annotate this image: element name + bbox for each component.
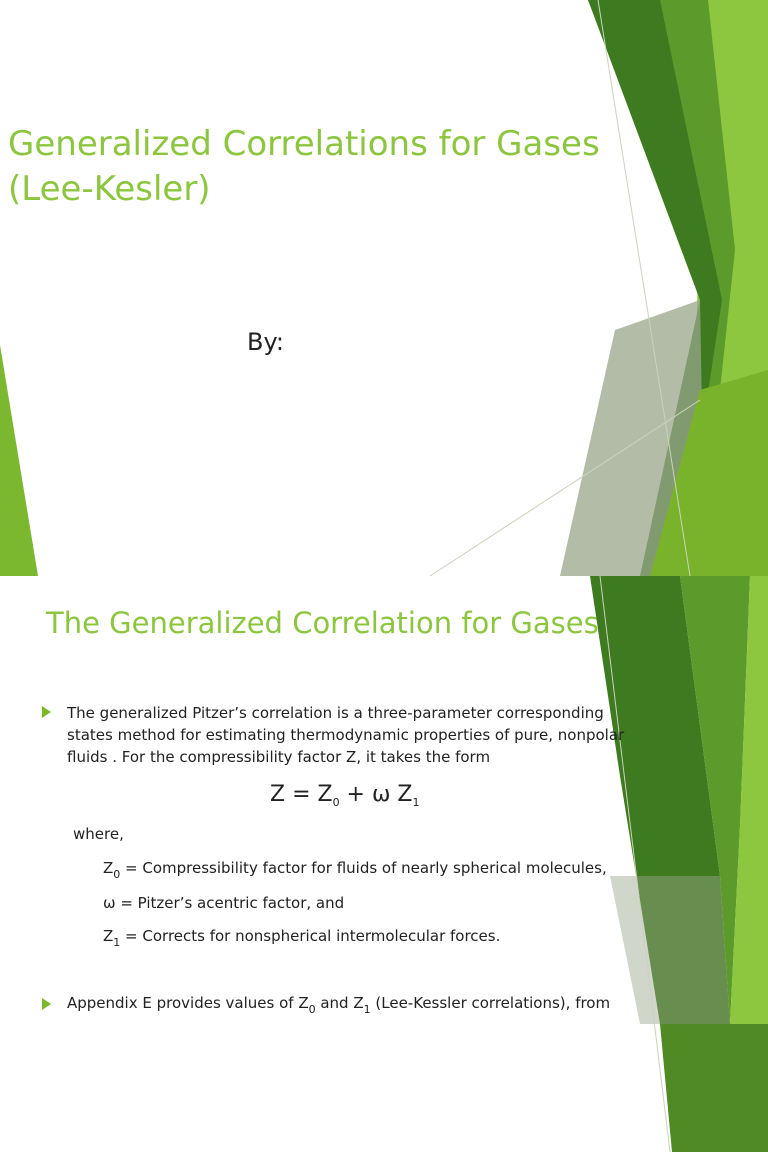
- left-green-sliver: [0, 345, 38, 576]
- bullet-2-part-2: and Z: [315, 994, 364, 1012]
- slide-title-line-2: (Lee-Kesler): [8, 169, 211, 209]
- author-label: By:: [247, 328, 285, 356]
- where-label: where,: [73, 825, 124, 843]
- gray-translucent-strip: [610, 876, 730, 1024]
- z1-text: = Corrects for nonspherical intermolecular forces.: [120, 927, 501, 945]
- bullet-1-line-3: fluids . For the compressibility factor Z, it takes the form: [67, 748, 491, 766]
- slide-title: The Generalized Correlation for Gases: [46, 606, 599, 640]
- z0-subscript: 0: [113, 868, 121, 881]
- formula-sub-1: 1: [412, 796, 420, 809]
- formula-sub-0: 0: [332, 796, 340, 809]
- bullet-2-part-3: (Lee-Kessler correlations), from: [370, 994, 611, 1012]
- formula-mid: + ω Z: [339, 782, 413, 807]
- formula-lhs: Z = Z: [270, 782, 333, 807]
- z0-text: = Compressibility factor for fluids of nearly spherical molecules,: [120, 859, 607, 877]
- bullet-1-line-1: The generalized Pitzer’s correlation is a three-parameter corresponding: [67, 704, 604, 722]
- bullet-1-line-2: states method for estimating thermodynamic properties of pure, nonpolar: [67, 726, 625, 744]
- content-slide: [0, 576, 768, 1152]
- z0-symbol: Z: [103, 859, 114, 877]
- bullet-arrow-icon: [42, 706, 51, 718]
- definition-omega: ω = Pitzer’s acentric factor, and: [103, 894, 345, 912]
- bullet-2-sub-1: 1: [363, 1003, 371, 1016]
- z1-symbol: Z: [103, 927, 114, 945]
- bottom-green-wedge: [660, 1024, 768, 1152]
- bullet-2-sub-0: 0: [308, 1003, 316, 1016]
- slide-title: [8, 122, 648, 212]
- z1-subscript: 1: [113, 936, 121, 949]
- slide-title-line-1: Generalized Correlations for Gases: [8, 124, 600, 164]
- definition-z0: [103, 859, 607, 881]
- bullet-paragraph-1: [67, 702, 707, 768]
- pitzer-equation: [270, 782, 419, 809]
- bullet-2-part-1: Appendix E provides values of Z: [67, 994, 309, 1012]
- definition-z1: [103, 927, 500, 949]
- bullet-paragraph-2: [67, 994, 610, 1016]
- bullet-arrow-icon: [42, 998, 51, 1010]
